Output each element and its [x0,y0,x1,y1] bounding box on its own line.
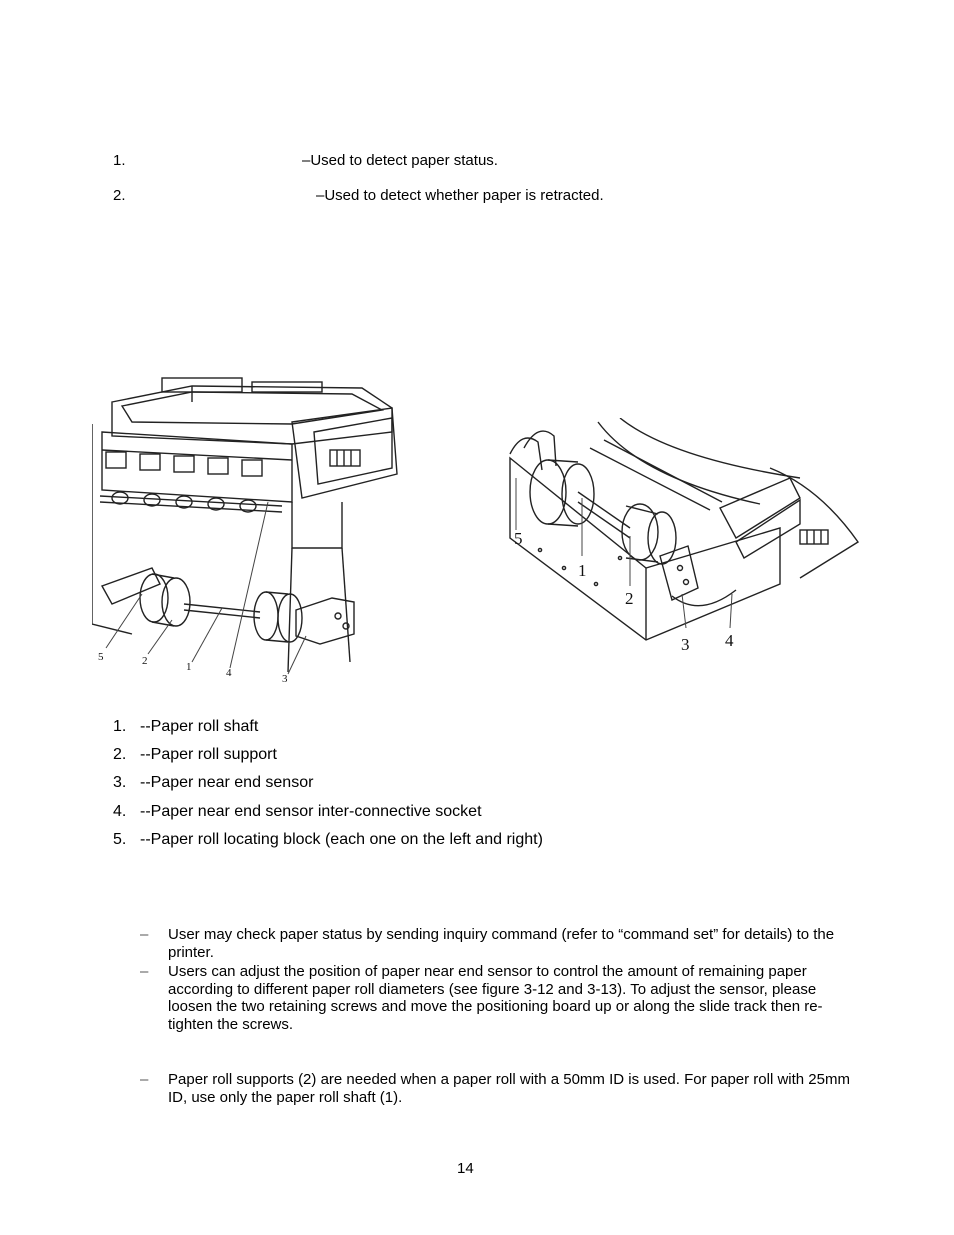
parts-list-item [113,718,258,736]
note-text: Users can adjust the position of paper near end sensor to control the amount of remaining paper according to different paper roll diameters (see figure 3-12 and 3-13). To adjust the sensor, please loosen the two retaining screws and move the positioning board up or along the slide track then re-tighten the screws. [168,963,823,1033]
right-callout-2: 2 [625,589,634,608]
note-sensor-adjustment [140,963,860,1035]
parts-list-item [113,746,277,764]
parts-list-item [113,774,313,792]
note-dash: – [140,1071,149,1088]
parts-item-number: 1. [113,718,127,735]
left-callout-2: 2 [142,655,148,667]
parts-item-text: --Paper near end sensor inter-connective socket [140,803,482,820]
note-dash: – [140,926,149,943]
note-paper-roll-supports [140,1071,860,1107]
note-text: Paper roll supports (2) are needed when a paper roll with a 50mm ID is used. For paper roll with 25mm ID, use only the paper roll shaft (1). [168,1071,850,1106]
parts-item-number: 4. [113,803,127,820]
parts-item-number: 3. [113,774,127,791]
sensor-item-2-text: –Used to detect whether paper is retracted. [316,187,604,204]
left-callout-5: 5 [98,651,104,663]
parts-item-number: 5. [113,831,127,848]
right-callout-3: 3 [681,635,690,654]
note-text: User may check paper status by sending inquiry command (refer to “command set” for details) to the printer. [168,926,835,961]
paper-roll-holder-figure-right [500,418,862,658]
right-callout-1: 1 [578,561,587,580]
page-number: 14 [457,1160,474,1177]
parts-list-item [113,803,482,821]
right-callout-4: 4 [725,631,734,650]
parts-item-text: --Paper roll shaft [140,718,259,735]
sensor-item-1-text: –Used to detect paper status. [302,152,498,169]
left-callout-3: 3 [282,673,288,684]
parts-item-number: 2. [113,746,127,763]
parts-item-text: --Paper near end sensor [140,774,314,791]
left-callout-4: 4 [226,667,232,679]
sensor-item-2-number: 2. [113,187,126,204]
note-inquiry-command [140,926,860,962]
printer-mechanism-figure-left [92,372,410,684]
sensor-item-1-number: 1. [113,152,126,169]
right-callout-5: 5 [514,529,523,548]
note-dash: – [140,963,149,980]
left-callout-1: 1 [186,661,192,673]
parts-item-text: --Paper roll support [140,746,277,763]
parts-item-text: --Paper roll locating block (each one on the left and right) [140,831,543,848]
parts-list-item [113,831,543,849]
